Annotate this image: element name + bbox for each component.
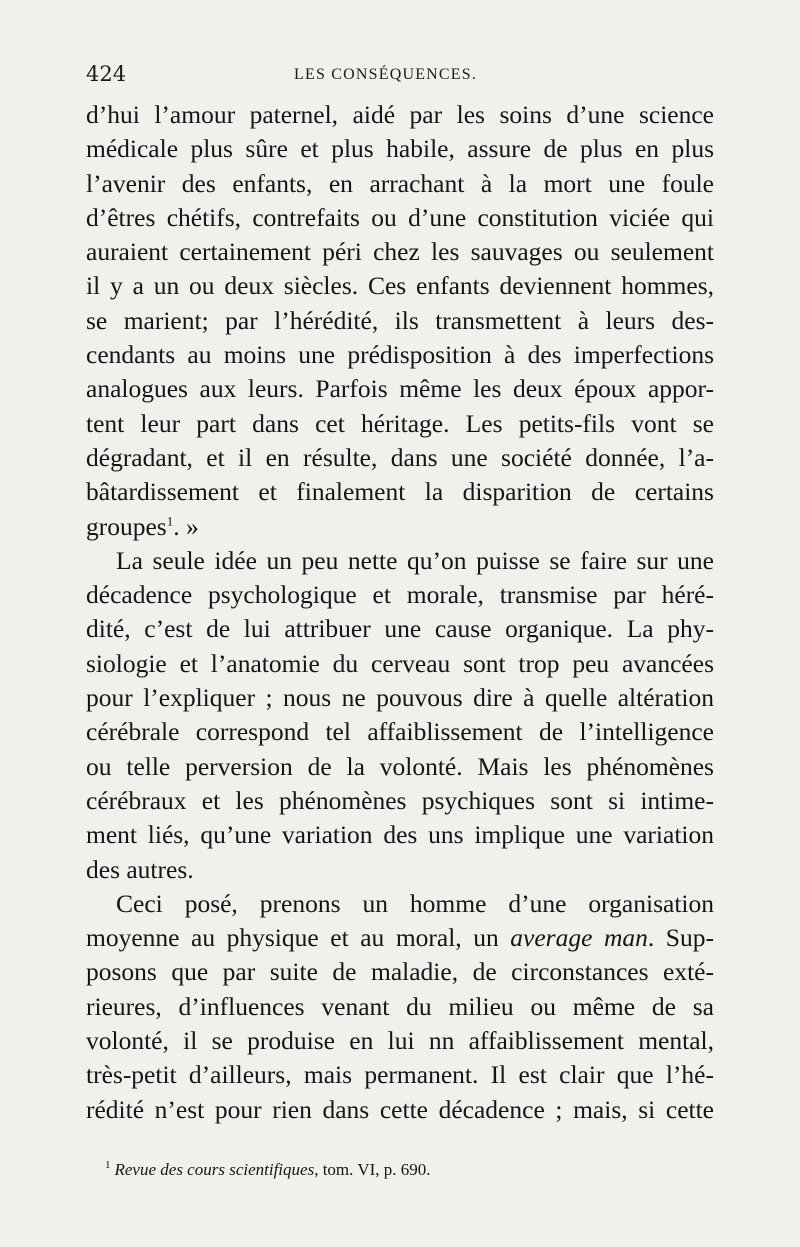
text-line: d’êtres chétifs, contrefaits ou d’une constitution viciée qui <box>86 202 714 232</box>
text-line: posons que par suite de maladie, de circonstances exté- <box>86 957 714 987</box>
text-line: il y a un ou deux siècles. Ces enfants deviennent hommes, <box>86 271 714 301</box>
text-run: moyenne au physique et au moral, un <box>86 923 511 953</box>
paragraph-end-line <box>86 510 714 544</box>
body-text <box>86 98 714 1127</box>
text-line: cendants au moins une prédisposition à des imperfections <box>86 340 714 370</box>
text-line: rédité n’est pour rien dans cette décadence ; mais, si cette <box>86 1094 714 1124</box>
footnote-mark: 1 <box>105 1159 111 1172</box>
text-line: analogues aux leurs. Parfois même les deux époux appor- <box>86 374 714 404</box>
text-line: cérébrale correspond tel affaiblissement de l’intelligence <box>86 717 714 747</box>
text-line: ment liés, qu’une variation des uns implique une variation <box>86 820 714 850</box>
italic-phrase: average man <box>510 923 648 953</box>
footnote <box>105 1160 705 1180</box>
text-line: cérébraux et les phénomènes psychiques sont si intime- <box>86 785 714 815</box>
text-line: très-petit d’ailleurs, mais permanent. Il est clair que l’hé- <box>86 1060 714 1090</box>
page-number: 424 <box>86 62 127 86</box>
text-line: décadence psychologique et morale, transmise par héré- <box>86 580 714 610</box>
text-line: ou telle perversion de la volonté. Mais les phénomènes <box>86 751 714 781</box>
running-head: LES CONSÉQUENCES. <box>294 66 478 83</box>
last-word: groupes <box>86 511 167 541</box>
paragraph-end-line: des autres. <box>86 854 194 884</box>
text-line: dité, c’est de lui attribuer une cause organique. La phy- <box>86 614 714 644</box>
closing-quote: . » <box>173 511 199 541</box>
text-line: se marient; par l’hérédité, ils transmettent à leurs des- <box>86 305 714 335</box>
text-line: tent leur part dans cet héritage. Les petits-fils vont se <box>86 408 714 438</box>
footnote-citation: , tom. VI, p. 690. <box>314 1160 431 1179</box>
text-line <box>86 921 714 955</box>
text-line: pour l’expliquer ; nous ne pouvous dire à quelle altération <box>86 683 714 713</box>
text-line: médicale plus sûre et plus habile, assure de plus en plus <box>86 134 714 164</box>
text-run: . Sup- <box>647 923 714 953</box>
footnote-reference: 1 <box>166 513 174 529</box>
page-header <box>86 62 714 92</box>
text-line: auraient certainement péri chez les sauvages ou seulement <box>86 237 714 267</box>
paragraph-first-line: La seule idée un peu nette qu’on puisse se faire sur une <box>116 545 714 575</box>
text-line: l’avenir des enfants, en arrachant à la mort une foule <box>86 168 714 198</box>
paragraph-first-line: Ceci posé, prenons un homme d’une organisation <box>116 888 714 918</box>
text-line: d’hui l’amour paternel, aidé par les soins d’une science <box>86 100 714 129</box>
text-line: dégradant, et il en résulte, dans une société donnée, l’a- <box>86 442 714 472</box>
text-line: volonté, il se produise en lui nn affaiblissement mental, <box>86 1026 714 1056</box>
text-line: bâtardissement et finalement la disparition de certains <box>86 477 714 507</box>
footnote-title: Revue des cours scientifiques <box>114 1160 315 1179</box>
text-line: siologie et l’anatomie du cerveau sont trop peu avancées <box>86 648 714 678</box>
text-line: rieures, d’influences venant du milieu ou même de sa <box>86 991 714 1021</box>
